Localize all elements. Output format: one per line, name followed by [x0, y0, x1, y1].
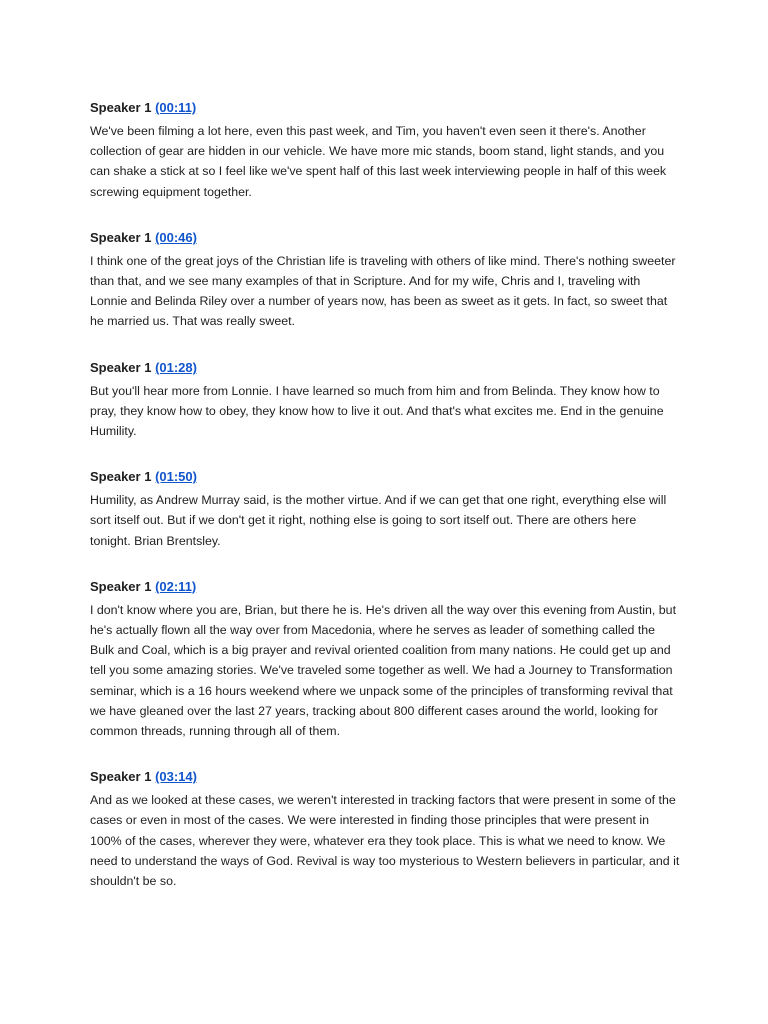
- speaker-line: [90, 577, 680, 597]
- timestamp-link[interactable]: (01:50): [155, 469, 197, 485]
- segment-text: But you'll hear more from Lonnie. I have learned so much from him and from Belinda. They know how to pray, they know how to obey, they know how to live it out. And that's what excites me. End in the genuine Humility.: [90, 383, 664, 439]
- timestamp-link[interactable]: (00:11): [155, 100, 197, 115]
- speaker-name: Speaker 1: [90, 229, 152, 245]
- transcript-segment: [90, 767, 680, 891]
- speaker-line: [90, 767, 680, 787]
- transcript-segment: [90, 228, 680, 332]
- speaker-line: [90, 358, 680, 378]
- timestamp-link[interactable]: (00:46): [155, 229, 197, 245]
- timestamp-link[interactable]: (02:11): [155, 578, 197, 594]
- segment-text: Humility, as Andrew Murray said, is the mother virtue. And if we can get that one right, everything else will sort itself out. But if we don't get it right, nothing else is going to sort itself out. There are others here tonight. Brian Brentsley.: [90, 493, 667, 548]
- timestamp-link[interactable]: (03:14): [155, 769, 197, 785]
- speaker-line: [90, 467, 680, 487]
- timestamp-link[interactable]: (01:28): [155, 359, 197, 375]
- speaker-name: Speaker 1: [90, 578, 152, 594]
- transcript-segment: [90, 358, 680, 442]
- transcript-segment: [90, 98, 680, 202]
- transcript-segment: [90, 467, 680, 551]
- segment-text: We've been filming a lot here, even this past week, and Tim, you haven't even seen it there's. Another collection of gear are hidden in our vehicle. We have more mic stands, boom stand, light stands, and you can shake a stick at so I feel like we've spent half of this last week interviewing people in half of this week screwing equipment together.: [90, 124, 667, 199]
- speaker-line: [90, 98, 680, 118]
- speaker-name: Speaker 1: [90, 359, 152, 375]
- speaker-line: [90, 228, 680, 248]
- speaker-name: Speaker 1: [90, 469, 152, 485]
- segment-text: I think one of the great joys of the Christian life is traveling with others of like mind. There's nothing sweeter than that, and we see many examples of that in Scripture. And for my wife, Chris and I, traveling with Lonnie and Belinda Riley over a number of years now, has been as sweet as it gets. In fact, so sweet that he married us. That was really sweet.: [90, 253, 676, 329]
- speaker-name: Speaker 1: [90, 100, 152, 115]
- segment-text: I don't know where you are, Brian, but there he is. He's driven all the way over this evening from Austin, but he's actually flown all the way over from Macedonia, where he serves as leader of something called the Bulk and Coal, which is a big prayer and revival oriented coalition from many nations. He could get up and tell you some amazing stories. We've traveled some together as well. We had a Journey to Transformation seminar, which is a 16 hours weekend where we unpack some of the principles of transforming revival that we have gleaned over the last 27 years, tracking about 800 different cases around the world, looking for common threads, running through all of them.: [90, 602, 677, 739]
- transcript-segment: [90, 577, 680, 741]
- speaker-name: Speaker 1: [90, 769, 152, 785]
- segment-text: And as we looked at these cases, we weren't interested in tracking factors that were present in some of the cases or even in most of the cases. We were interested in finding those principles that were present in 100% of the cases, wherever they were, whatever era they took place. This is what we need to know. We need to understand the ways of God. Revival is way too mysterious to Western believers in particular, and it shouldn't be so.: [90, 793, 680, 889]
